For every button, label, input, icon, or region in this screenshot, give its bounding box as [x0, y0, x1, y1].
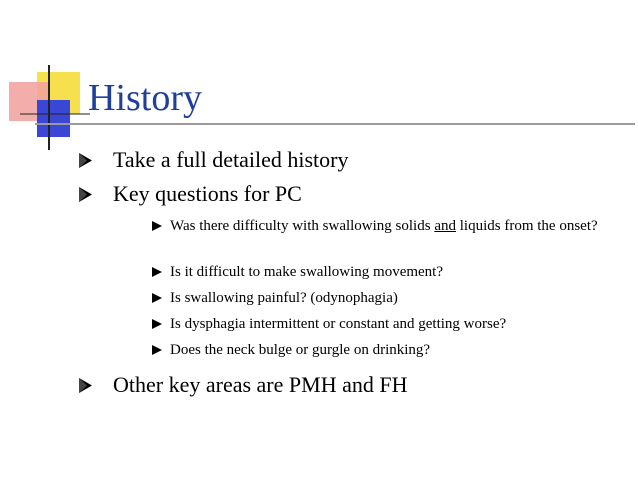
sub-bullet-item: Is swallowing painful? (odynophagia)	[170, 290, 398, 306]
square-arrow-bullet-icon	[152, 319, 162, 329]
title-divider	[35, 123, 635, 125]
bullet-item: Take a full detailed history	[113, 147, 349, 172]
square-arrow-bullet-icon	[152, 221, 162, 231]
sub-bullet-item: Was there difficulty with swallowing solids and liquids from the onset?	[170, 218, 598, 234]
slide-title: History	[88, 77, 202, 119]
colored-squares-decoration	[0, 0, 110, 150]
square-arrow-bullet-icon	[78, 153, 93, 168]
sub-bullet-item: Does the neck bulge or gurgle on drinking?	[170, 342, 431, 358]
bullet-item: Key questions for PC	[113, 181, 302, 206]
bullet-item: Other key areas are PMH and FH	[113, 372, 408, 397]
square-arrow-bullet-icon	[152, 345, 162, 355]
sub-bullet-item: Is dysphagia intermittent or constant and getting worse?	[170, 316, 507, 332]
square-arrow-bullet-icon	[152, 267, 162, 277]
square-arrow-bullet-icon	[78, 378, 93, 393]
square-arrow-bullet-icon	[78, 187, 93, 202]
square-arrow-bullet-icon	[152, 293, 162, 303]
emphasis-text: and	[434, 218, 456, 234]
sub-bullet-item: Is it difficult to make swallowing movement?	[170, 264, 444, 280]
